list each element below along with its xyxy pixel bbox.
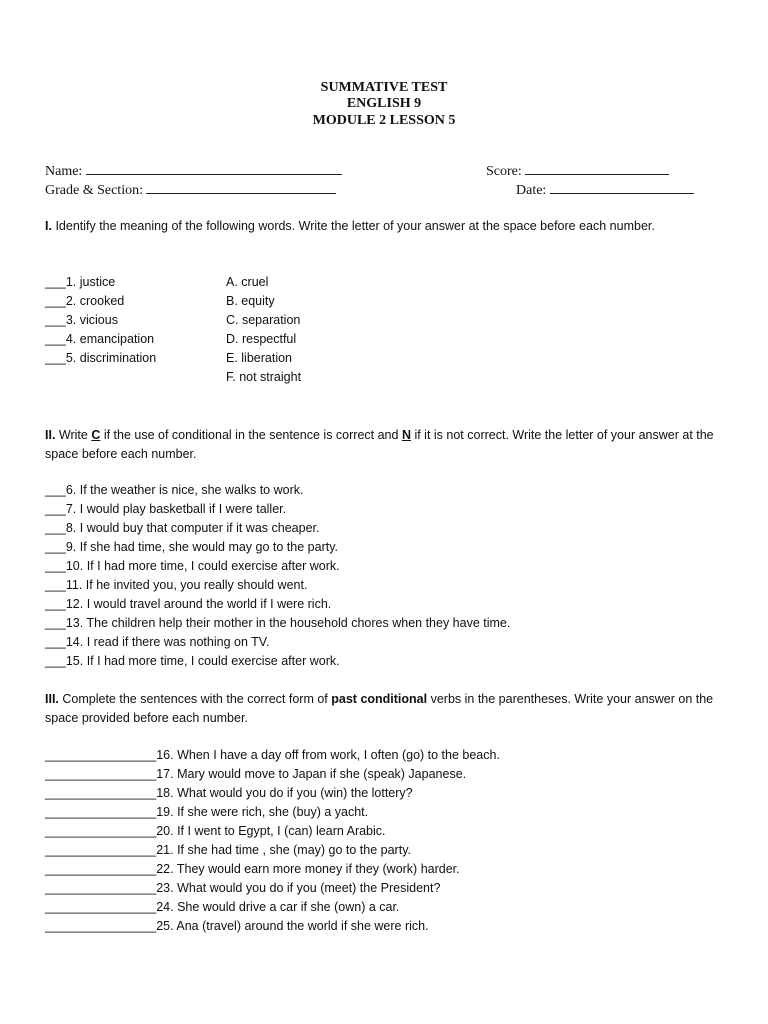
answer-choice: D. respectful xyxy=(226,332,297,346)
fill-blank-item: ________________23. What would you do if you (meet) the President? xyxy=(45,881,441,895)
vocab-item: ___4. emancipation xyxy=(45,332,155,346)
conditional-item: ___13. The children help their mother in the household chores when they have time. xyxy=(45,616,511,630)
part2-numeral: II. xyxy=(45,428,56,442)
part1-instruction-text: Identify the meaning of the following words. Write the letter of your answer at the space before each number. xyxy=(55,219,655,233)
conditional-item: ___11. If he invited you, you really should went. xyxy=(45,578,308,592)
part2-instruction xyxy=(45,426,725,464)
fill-blank-item: ________________19. If she were rich, she (buy) a yacht. xyxy=(45,805,369,819)
conditional-item: ___8. I would buy that computer if it was cheaper. xyxy=(45,521,320,535)
date-label: Date: xyxy=(516,183,547,198)
conditional-item: ___10. If I had more time, I could exercise after work. xyxy=(45,559,340,573)
not-correct-key: N xyxy=(401,428,411,442)
vocab-item: ___5. discrimination xyxy=(45,351,157,365)
fill-blank-item: ________________16. When I have a day off from work, I often (go) to the beach. xyxy=(45,748,500,762)
part3-numeral: III. xyxy=(45,692,59,706)
subject-title: ENGLISH 9 xyxy=(346,96,422,111)
grade-section-blank[interactable] xyxy=(146,181,336,194)
conditional-item: ___6. If the weather is nice, she walks to work. xyxy=(45,483,304,497)
date-blank[interactable] xyxy=(550,181,694,194)
name-blank[interactable] xyxy=(86,162,342,175)
fill-blank-item: ________________25. Ana (travel) around the world if she were rich. xyxy=(45,919,429,933)
answer-choice: C. separation xyxy=(226,313,301,327)
part3-instruction xyxy=(45,690,725,728)
part2-instruction-text-c: if it is not correct. Write the letter of your answer at the space before each number. xyxy=(45,428,714,461)
answer-choice: E. liberation xyxy=(226,351,293,365)
score-label: Score: xyxy=(486,164,522,179)
vocab-item: ___1. justice xyxy=(45,275,116,289)
part1-instruction xyxy=(45,217,725,236)
part3-instruction-text-b: verbs in the parentheses. Write your answer on the space provided before each number. xyxy=(45,692,714,725)
test-title: SUMMATIVE TEST xyxy=(320,80,448,95)
fill-blank-item: ________________18. What would you do if you (win) the lottery? xyxy=(45,786,413,800)
name-label: Name: xyxy=(45,164,83,179)
score-field xyxy=(486,162,669,180)
part3-instruction-text-a: Complete the sentences with the correct form of xyxy=(58,692,332,706)
score-blank[interactable] xyxy=(525,162,669,175)
fill-blank-item: ________________24. She would drive a car if she (own) a car. xyxy=(45,900,400,914)
fill-blank-item: ________________17. Mary would move to Japan if she (speak) Japanese. xyxy=(45,767,467,781)
conditional-item: ___9. If she had time, she would may go to the party. xyxy=(45,540,338,554)
vocab-item: ___2. crooked xyxy=(45,294,125,308)
module-title: MODULE 2 LESSON 5 xyxy=(312,113,456,128)
part2-instruction-text-b: if the use of conditional in the sentence is correct and xyxy=(100,428,402,442)
part2-instruction-text-a: Write xyxy=(58,428,92,442)
conditional-item: ___14. I read if there was nothing on TV. xyxy=(45,635,270,649)
conditional-item: ___15. If I had more time, I could exercise after work. xyxy=(45,654,340,668)
grade-section-label: Grade & Section: xyxy=(45,183,143,198)
date-field xyxy=(516,181,694,199)
conditional-item: ___12. I would travel around the world if I were rich. xyxy=(45,597,332,611)
correct-key: C xyxy=(91,428,101,442)
vocab-item: ___3. vicious xyxy=(45,313,118,327)
grade-section-field xyxy=(45,181,336,199)
fill-blank-item: ________________21. If she had time , she (may) go to the party. xyxy=(45,843,411,857)
fill-blank-item: ________________20. If I went to Egypt, I (can) learn Arabic. xyxy=(45,824,386,838)
answer-choice: F. not straight xyxy=(226,370,302,384)
answer-choice: A. cruel xyxy=(226,275,269,289)
past-conditional-term: past conditional xyxy=(331,692,428,706)
name-field xyxy=(45,162,342,180)
conditional-item: ___7. I would play basketball if I were taller. xyxy=(45,502,287,516)
answer-choice: B. equity xyxy=(226,294,275,308)
part1-numeral: I. xyxy=(45,219,52,233)
fill-blank-item: ________________22. They would earn more money if they (work) harder. xyxy=(45,862,460,876)
